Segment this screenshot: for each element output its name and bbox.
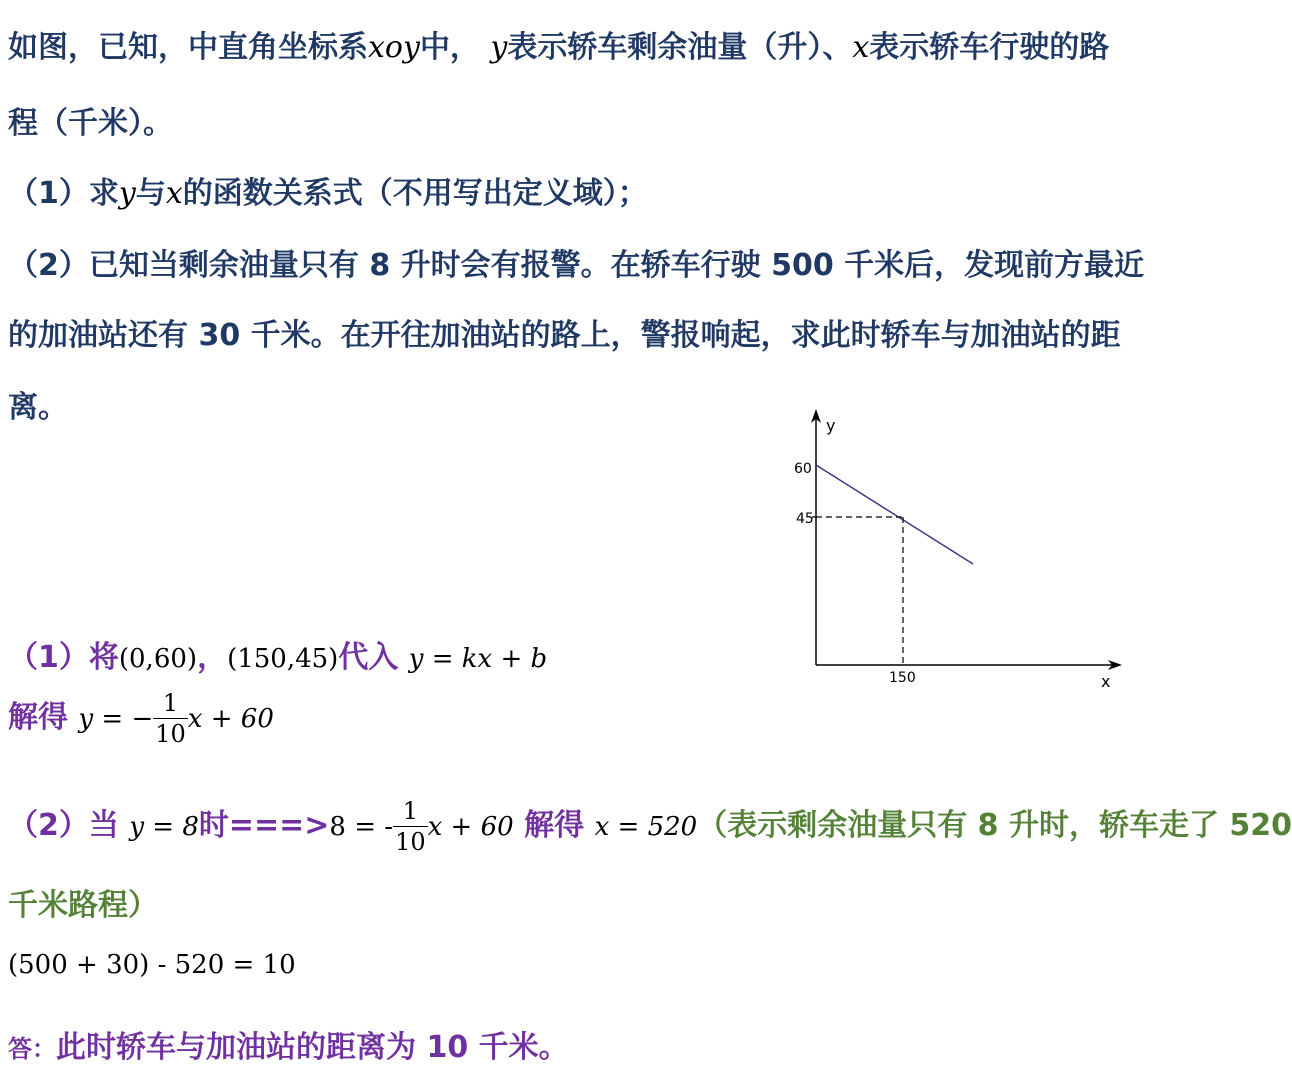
- answer-text: 此时轿车与加油站的距离为 10 千米。: [56, 1030, 569, 1065]
- s3-rhs: x + 60: [427, 812, 514, 842]
- xoy-variable: xoy: [368, 30, 420, 65]
- solution-2: [8, 796, 1292, 857]
- x-tick-150: 150: [889, 670, 916, 686]
- problem-line-1: [8, 22, 1109, 66]
- question-2-line-2: 的加油站还有 30 千米。在开往加油站的路上，警报响起，求此时轿车与加油站的距: [8, 318, 1121, 353]
- fraction-numerator: 1: [153, 688, 188, 719]
- s1-sub: 代入: [338, 640, 399, 675]
- s1-prefix: （1）将: [8, 640, 119, 675]
- x-axis-label: x: [1101, 672, 1111, 691]
- problem-text: 表示轿车剩余油量（升）、: [507, 30, 853, 65]
- s2-lhs: y = −: [78, 704, 154, 734]
- y-variable: y: [118, 176, 136, 211]
- linear-equation: y = kx + b: [408, 644, 548, 674]
- y-variable: y: [490, 30, 508, 65]
- problem-line-2: 程（千米）。: [8, 106, 173, 141]
- s3-solve: 解得: [524, 808, 585, 843]
- question-2-line-3: 离。: [8, 390, 68, 425]
- calculation: (500 + 30) - 520 = 10: [8, 950, 296, 980]
- y-tick-45: 45: [796, 511, 814, 527]
- fraction: [393, 796, 428, 857]
- s3-arrow: 时===>: [198, 808, 330, 843]
- y-tick-60: 60: [794, 461, 812, 477]
- question-2-line-1: （2）已知当剩余油量只有 8 升时会有报警。在轿车行驶 500 千米后，发现前方最近: [8, 248, 1145, 283]
- x-variable: x: [852, 30, 870, 65]
- s3-result: x = 520: [594, 812, 698, 842]
- s2-rhs: x + 60: [187, 704, 274, 734]
- fraction: [153, 688, 188, 749]
- x-variable: x: [165, 176, 183, 211]
- s2-prefix: 解得: [8, 700, 68, 735]
- problem-text: 中，: [419, 30, 480, 65]
- solution-1-result: [8, 688, 274, 749]
- solution-2-calc: [8, 950, 296, 980]
- solution-2-note: 千米路程）: [8, 888, 158, 923]
- solution-1: [8, 632, 547, 676]
- problem-text: 如图，已知，中直角坐标系: [8, 30, 368, 65]
- s3-condition: y = 8: [129, 812, 199, 842]
- fuel-graph: [776, 395, 1136, 695]
- question-1: [8, 168, 648, 212]
- fraction-numerator: 1: [393, 796, 428, 827]
- answer: [8, 1022, 569, 1066]
- fuel-line: [816, 465, 973, 564]
- point-1: (0,60): [118, 644, 198, 674]
- q1-text: 与: [135, 176, 166, 211]
- fraction-denominator: 10: [155, 720, 186, 748]
- y-axis-label: y: [826, 416, 836, 435]
- q1-text: 的函数关系式（不用写出定义域）；: [182, 176, 648, 211]
- point-2: (150,45): [227, 644, 339, 674]
- problem-text: 表示轿车行驶的路: [869, 30, 1110, 65]
- q1-text: （1）求: [8, 176, 119, 211]
- s3-lhs: 8 = -: [329, 812, 394, 842]
- answer-prefix: 答：: [8, 1035, 56, 1063]
- fraction-denominator: 10: [395, 828, 426, 856]
- s1-comma: ，: [197, 640, 228, 675]
- s3-prefix: （2）当: [8, 808, 119, 843]
- s3-note: （表示剩余油量只有 8 升时，轿车走了 520: [697, 808, 1292, 843]
